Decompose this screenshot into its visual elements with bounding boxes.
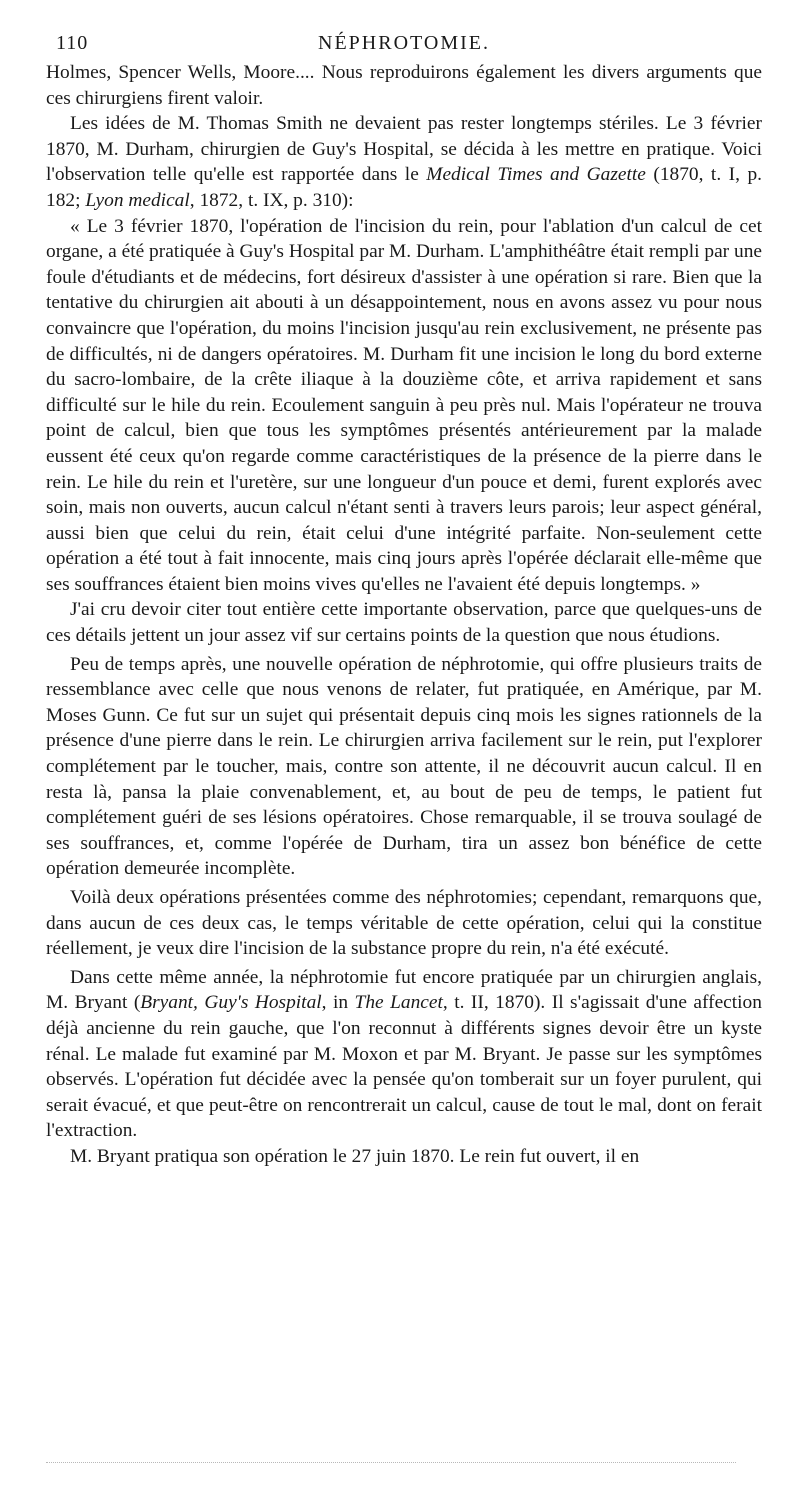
text-run: Les idées de M. Thomas Smith ne devaient pas rester longtemps stériles. Le 3 février 1870, M. Durham, chirurgien de Guy's Hospital, se décida à les mettre en pratique. Voici l'observation telle qu'elle est rapportée dans le bbox=[46, 113, 762, 186]
paragraph bbox=[46, 652, 762, 882]
paragraph bbox=[46, 1144, 762, 1170]
text-run: M. Bryant pratiqua son opération le 27 juin 1870. Le rein fut ouvert, il en bbox=[70, 1145, 640, 1167]
text-run: Holmes, Spencer Wells, Moore.... Nous reproduirons également les divers arguments que ces chirurgiens firent valoir. bbox=[46, 62, 762, 109]
italic-citation: Bryant, Guy's Hospital bbox=[140, 992, 322, 1014]
italic-citation: The Lancet bbox=[354, 992, 443, 1014]
paragraph bbox=[46, 214, 762, 598]
book-page bbox=[46, 26, 762, 1170]
text-run: , 1872, t. IX, p. 310): bbox=[189, 189, 354, 211]
body-text bbox=[46, 60, 762, 1170]
italic-citation: Lyon medical bbox=[85, 189, 190, 211]
italic-citation: Medical Times and Gazette bbox=[426, 164, 646, 186]
text-run: Voilà deux opérations présentées comme des néphrotomies; cependant, remarquons que, dans aucun de ces deux cas, le temps véritable de cette opération, celui qui la constitue réellement, je veux dire l'incision de la substance propre du rein, n'a été exécuté. bbox=[46, 887, 762, 960]
paragraph bbox=[46, 111, 762, 213]
text-run: J'ai cru devoir citer tout entière cette importante observation, parce que quelques-uns de ces détails jettent un jour assez vif sur certains points de la question que nous étudions. bbox=[46, 599, 762, 647]
text-run: (1870, t. I, p. 182; bbox=[46, 164, 762, 211]
footer-rule bbox=[46, 1462, 736, 1463]
paragraph bbox=[46, 597, 762, 648]
page-number: 110 bbox=[56, 32, 89, 54]
running-title: NÉPHROTOMIE. bbox=[318, 32, 490, 54]
text-run: , in bbox=[321, 992, 355, 1014]
paragraph bbox=[46, 885, 762, 962]
page-header bbox=[46, 26, 762, 60]
text-run: « Le 3 février 1870, l'opération de l'incision du rein, pour l'ablation d'un calcul de cet organe, a été pratiquée à Guy's Hospital par M. Durham. L'amphithéâtre était rempli par une foule d'étudiants et de médecins, fort désireux d'assister à une opération si rare. Bien que la tentative du chirurgien ait abouti à un désappointement, nous en avons assez vu pour nous convaincre que l'opération, du moins l'incision jusqu'au rein exclusivement, ne présente pas de difficultés, ni de dangers opératoires. M. Durham fit une incision le long du bord externe du sacro-lombaire, de la crête iliaque à la douzième côte, et arriva rapidement et sans difficulté sur le hile du rein. Ecoulement sanguin à peu près nul. Mais l'opérateur ne trouva point de calcul, bien que tous les symptômes présentés antérieurement par la malade eussent été ceux qu'on regarde comme caractéristiques de la présence de la pierre dans le rein. Le hile du rein et l'uretère, sur une longueur d'un pouce et demi, furent explorés avec soin, mais non ouverts, aucun calcul n'étant senti à travers leurs parois; leur aspect général, aussi bien que celui du rein, était celui d'une intégrité parfaite. Non-seulement cette opération a été tout à fait innocente, mais cinq jours après l'opérée déclarait elle-même que ses souffrances étaient bien moins vives qu'elles ne l'avaient été depuis longtemps. » bbox=[46, 215, 762, 595]
paragraph bbox=[46, 60, 762, 111]
paragraph bbox=[46, 965, 762, 1144]
text-run: Peu de temps après, une nouvelle opération de néphrotomie, qui offre plusieurs traits de ressemblance avec celle que nous venons de relater, fut pratiquée, en Amérique, par M. Moses Gunn. Ce fut sur un sujet qui présentait depuis cinq mois les signes rationnels de la présence d'une pierre dans le rein. Le chirurgien arriva facilement sur le rein, put l'explorer complétement par le toucher, mais, contre son attente, il ne découvrit aucun calcul. Il en resta là, pansa la plaie convenablement, et, au bout de peu de temps, le patient fut complétement guéri de ses lésions opératoires. Chose remarquable, il se trouva soulagé de ses souffrances, et, comme l'opérée de Durham, tira un assez bon bénéfice de cette opération demeurée incomplète. bbox=[46, 653, 762, 880]
text-run: Dans cette même année, la néphrotomie fut encore pratiquée par un chirurgien anglais, M. Bryant ( bbox=[46, 966, 762, 1014]
text-run: , t. II, 1870). Il s'agissait d'une affection déjà ancienne du rein gauche, que l'on reconnut à différents signes devoir être un kyste rénal. Le malade fut examiné par M. Moxon et par M. Bryant. Je passe sur les symptômes observés. L'opération fut décidée avec la pensée qu'on tomberait sur un foyer purulent, qui serait évacué, et que peut-être on rencontrerait un calcul, cause de tout le mal, dont on ferait l'extraction. bbox=[46, 992, 762, 1142]
